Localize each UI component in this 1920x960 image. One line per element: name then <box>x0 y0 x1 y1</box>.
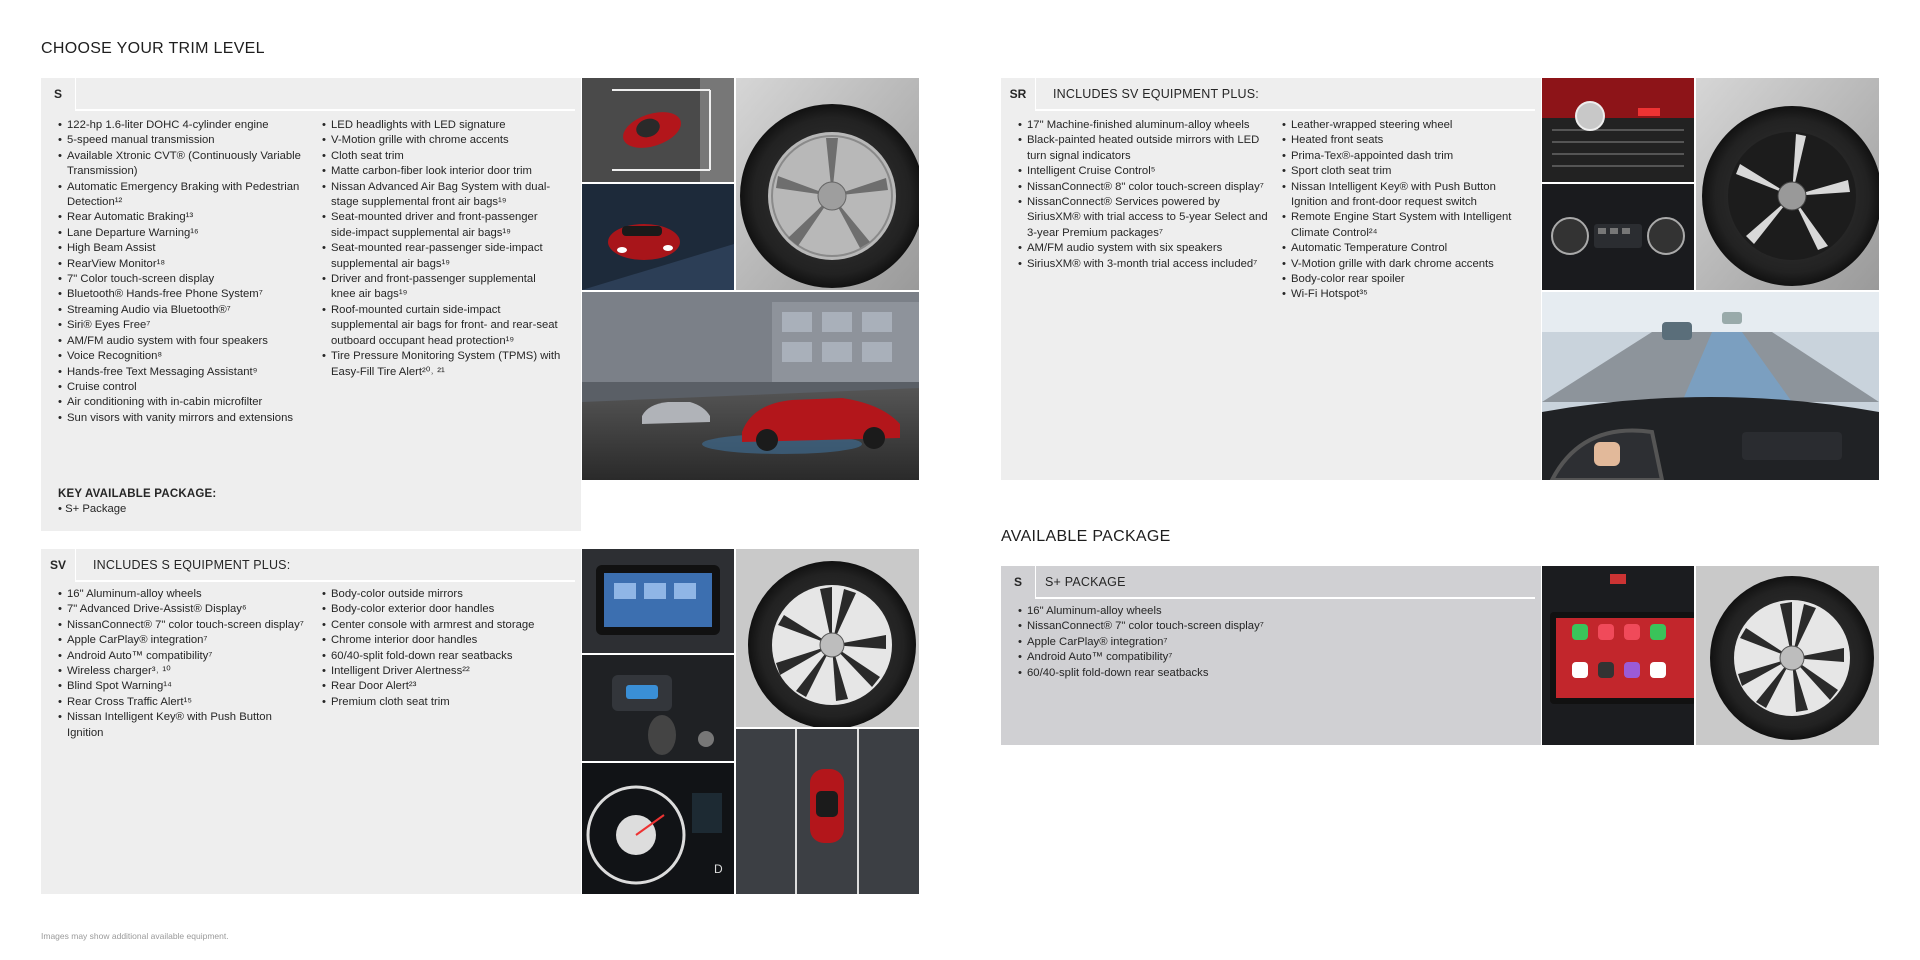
feature-item: • Driver and front-passenger supplemental knee air bags¹⁹ <box>322 272 562 303</box>
photo-wireless-charger <box>582 655 734 761</box>
header-rule <box>75 580 575 582</box>
splus-package-header <box>1001 566 1541 598</box>
feature-item: • Blind Spot Warning¹⁴ <box>58 679 308 694</box>
photo-car-night-front <box>582 184 734 290</box>
photo-car-city-street <box>582 292 919 480</box>
gauge-illustration <box>582 763 734 894</box>
feature-item: • Chrome interior door handles <box>322 633 562 648</box>
feature-item: • 16" Aluminum-alloy wheels <box>58 587 308 602</box>
trim-sv-panel <box>41 549 581 894</box>
key-package-item: • S+ Package <box>58 503 127 515</box>
feature-item: • NissanConnect® 8" color touch-screen display⁷ <box>1018 180 1268 195</box>
feature-item: • Nissan Advanced Air Bag System with dual-stage supplemental front air bags¹⁹ <box>322 180 562 211</box>
feature-item: • Streaming Audio via Bluetooth®⁷ <box>58 303 308 318</box>
photo-wheel-splus <box>1696 566 1879 745</box>
trim-sr-header <box>1001 78 1541 110</box>
alloy-wheel-illustration <box>736 549 919 727</box>
feature-item: • Siri® Eyes Free⁷ <box>58 318 308 333</box>
carplay-illustration <box>1542 566 1694 745</box>
feature-item: • AM/FM audio system with four speakers <box>58 334 308 349</box>
feature-item: • Rear Cross Traffic Alert¹⁵ <box>58 695 308 710</box>
night-car-illustration <box>582 184 734 290</box>
feature-item: • Air conditioning with in-cabin microfilter <box>58 395 308 410</box>
photo-sr-grille <box>1542 78 1694 182</box>
trim-badge: SV <box>41 549 76 581</box>
feature-item: • High Beam Assist <box>58 241 308 256</box>
feature-item: • Black-painted heated outside mirrors with LED turn signal indicators <box>1018 133 1268 164</box>
feature-item: • Nissan Intelligent Key® with Push Button Ignition <box>58 710 308 741</box>
feature-item: • Apple CarPlay® integration⁷ <box>1018 635 1518 650</box>
feature-item: • Seat-mounted driver and front-passenger side-impact supplemental air bags¹⁹ <box>322 210 562 241</box>
splus-package-features <box>1018 604 1518 681</box>
feature-item: • 17" Machine-finished aluminum-alloy wheels <box>1018 118 1268 133</box>
trim-sv-features-col2 <box>322 587 562 710</box>
feature-item: • Intelligent Cruise Control⁵ <box>1018 164 1268 179</box>
available-package-heading: AVAILABLE PACKAGE <box>1001 528 1171 545</box>
trim-s-features-col1 <box>58 118 308 426</box>
trim-s-header <box>41 78 581 110</box>
feature-item: • Cloth seat trim <box>322 149 562 164</box>
feature-item: • Voice Recognition⁸ <box>58 349 308 364</box>
key-package-title: KEY AVAILABLE PACKAGE: <box>58 488 217 500</box>
feature-item: • 5-speed manual transmission <box>58 133 308 148</box>
feature-item: • LED headlights with LED signature <box>322 118 562 133</box>
feature-item: • Android Auto™ compatibility⁷ <box>1018 650 1518 665</box>
feature-item: • Seat-mounted rear-passenger side-impact supplemental air bags¹⁹ <box>322 241 562 272</box>
feature-item: • Rear Door Alert²³ <box>322 679 562 694</box>
trim-header-text: INCLUDES SV EQUIPMENT PLUS: <box>1053 87 1259 101</box>
feature-item: • 7" Advanced Drive-Assist® Display⁶ <box>58 602 308 617</box>
feature-item: • Wireless charger³˒ ¹⁰ <box>58 664 308 679</box>
svg-text:D: D <box>714 862 723 876</box>
feature-item: • Wi-Fi Hotspot³⁵ <box>1282 287 1527 302</box>
overhead-lane-illustration <box>736 729 919 894</box>
trim-sr-panel <box>1001 78 1541 480</box>
climate-panel-illustration <box>1542 184 1694 290</box>
feature-item: • AM/FM audio system with six speakers <box>1018 241 1268 256</box>
photo-drive-assist-display <box>582 763 734 894</box>
feature-item: • NissanConnect® 7" color touch-screen display⁷ <box>58 618 308 633</box>
package-header-text: S+ PACKAGE <box>1045 575 1126 589</box>
feature-item: • Body-color outside mirrors <box>322 587 562 602</box>
feature-item: • Lane Departure Warning¹⁶ <box>58 226 308 241</box>
footnote: Images may show additional available equipment. <box>41 931 229 941</box>
feature-item: • 122-hp 1.6-liter DOHC 4-cylinder engine <box>58 118 308 133</box>
photo-wheel-sr <box>1696 78 1879 290</box>
touchscreen-illustration <box>582 549 734 653</box>
photo-intelligent-cruise <box>1542 292 1879 480</box>
feature-item: • NissanConnect® Services powered by SiriusXM® with trial access to 5-year Select and 3-year Premium packages⁷ <box>1018 195 1268 241</box>
feature-item: • 16" Aluminum-alloy wheels <box>1018 604 1518 619</box>
feature-item: • Android Auto™ compatibility⁷ <box>58 649 308 664</box>
feature-item: • Heated front seats <box>1282 133 1527 148</box>
feature-item: • 60/40-split fold-down rear seatbacks <box>1018 666 1518 681</box>
photo-wheel-sv <box>736 549 919 727</box>
feature-item: • Roof-mounted curtain side-impact supplemental air bags for front- and rear-seat outboard occupant head protection¹⁹ <box>322 303 562 349</box>
photo-climate-control <box>1542 184 1694 290</box>
feature-item: • Remote Engine Start System with Intelligent Climate Control²⁴ <box>1282 210 1527 241</box>
grille-illustration <box>1542 78 1694 182</box>
feature-item: • V-Motion grille with chrome accents <box>322 133 562 148</box>
header-rule <box>75 109 575 111</box>
machined-wheel-illustration <box>1696 78 1879 290</box>
photo-overhead-blind-spot <box>736 729 919 894</box>
feature-item: • RearView Monitor¹⁸ <box>58 257 308 272</box>
feature-item: • Body-color rear spoiler <box>1282 272 1527 287</box>
trim-sv-features-col1 <box>58 587 308 741</box>
cockpit-road-illustration <box>1542 292 1879 480</box>
feature-item: • V-Motion grille with dark chrome accents <box>1282 257 1527 272</box>
overhead-car-illustration <box>582 78 734 182</box>
trim-badge: S <box>41 78 76 110</box>
feature-item: • Cruise control <box>58 380 308 395</box>
feature-item: • Automatic Emergency Braking with Pedestrian Detection¹² <box>58 180 308 211</box>
street-car-illustration <box>582 292 919 480</box>
feature-item: • Premium cloth seat trim <box>322 695 562 710</box>
header-rule <box>1035 597 1535 599</box>
photo-wheel-s <box>736 78 919 290</box>
wheel-cover-illustration <box>736 78 919 290</box>
feature-item: • Prima-Tex®-appointed dash trim <box>1282 149 1527 164</box>
feature-item: • Body-color exterior door handles <box>322 602 562 617</box>
console-illustration <box>582 655 734 761</box>
trim-sr-features-col2 <box>1282 118 1527 303</box>
trim-sr-features-col1 <box>1018 118 1268 272</box>
feature-item: • Leather-wrapped steering wheel <box>1282 118 1527 133</box>
trim-badge: SR <box>1001 78 1036 110</box>
photo-overhead-parking <box>582 78 734 182</box>
package-wheel-illustration <box>1696 566 1879 745</box>
feature-item: • Rear Automatic Braking¹³ <box>58 210 308 225</box>
feature-item: • Automatic Temperature Control <box>1282 241 1527 256</box>
feature-item: • Sun visors with vanity mirrors and extensions <box>58 411 308 426</box>
feature-item: • Matte carbon-fiber look interior door trim <box>322 164 562 179</box>
photo-touchscreen <box>582 549 734 653</box>
trim-s-panel <box>41 78 581 531</box>
feature-item: • Intelligent Driver Alertness²² <box>322 664 562 679</box>
package-badge: S <box>1001 566 1036 598</box>
feature-item: • NissanConnect® 7" color touch-screen display⁷ <box>1018 619 1518 634</box>
feature-item: • Sport cloth seat trim <box>1282 164 1527 179</box>
feature-item: • Hands-free Text Messaging Assistant⁹ <box>58 365 308 380</box>
feature-item: • Nissan Intelligent Key® with Push Button Ignition and front-door request switch <box>1282 180 1527 211</box>
feature-item: • Tire Pressure Monitoring System (TPMS) with Easy-Fill Tire Alert²⁰˒ ²¹ <box>322 349 562 380</box>
feature-item: • 60/40-split fold-down rear seatbacks <box>322 649 562 664</box>
feature-item: • 7" Color touch-screen display <box>58 272 308 287</box>
feature-item: • Center console with armrest and storage <box>322 618 562 633</box>
feature-item: • Available Xtronic CVT® (Continuously Variable Transmission) <box>58 149 308 180</box>
photo-carplay-screen <box>1542 566 1694 745</box>
feature-item: • SiriusXM® with 3-month trial access included⁷ <box>1018 257 1268 272</box>
page-title: CHOOSE YOUR TRIM LEVEL <box>41 40 265 57</box>
trim-header-text: INCLUDES S EQUIPMENT PLUS: <box>93 558 291 572</box>
feature-item: • Apple CarPlay® integration⁷ <box>58 633 308 648</box>
splus-package-panel <box>1001 566 1541 745</box>
header-rule <box>1035 109 1535 111</box>
trim-s-features-col2 <box>322 118 562 380</box>
feature-item: • Bluetooth® Hands-free Phone System⁷ <box>58 287 308 302</box>
trim-sv-header <box>41 549 581 581</box>
